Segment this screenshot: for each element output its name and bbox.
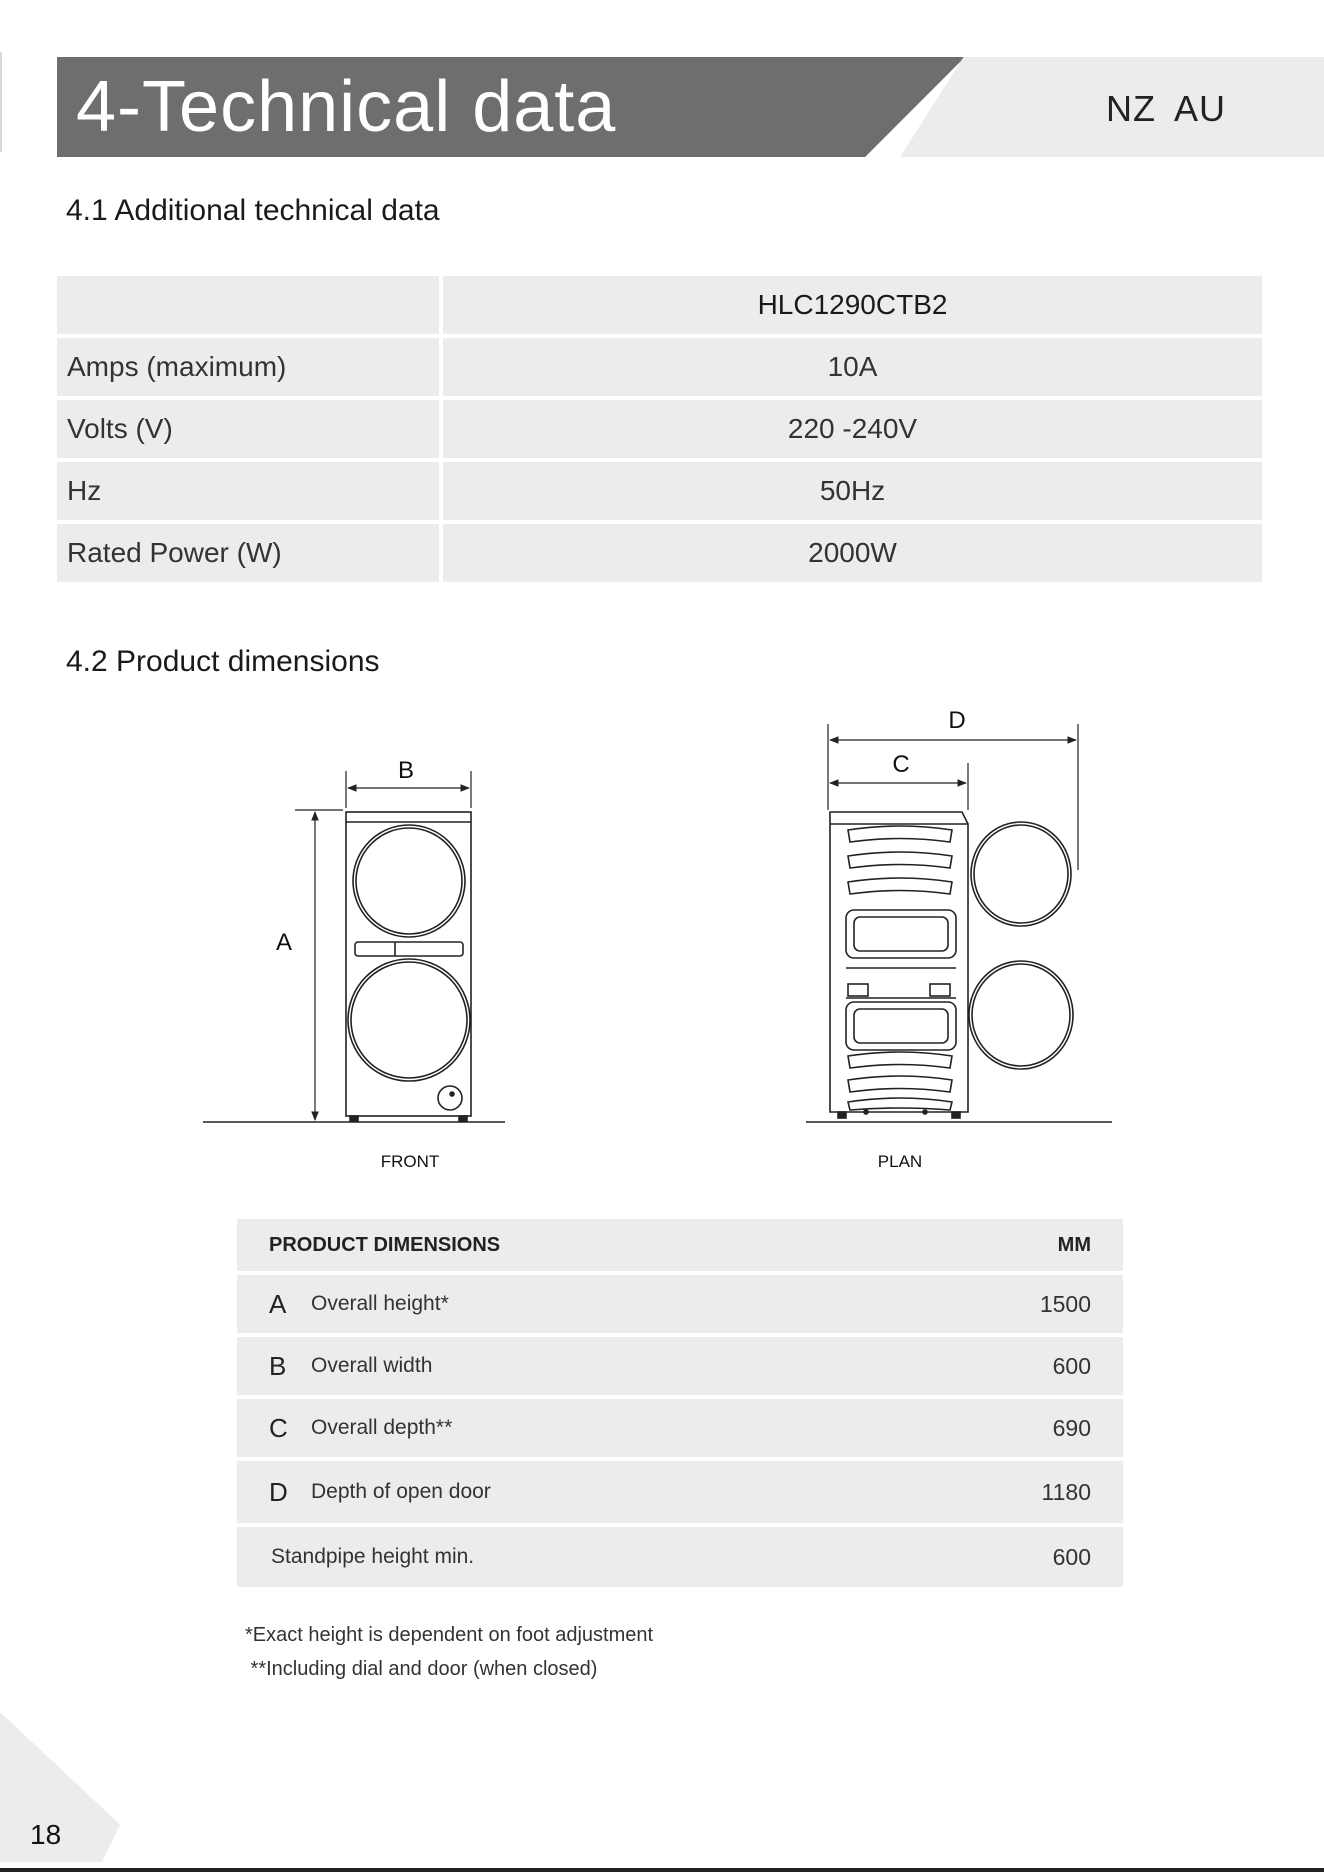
dimension-value: 600 <box>1052 1543 1091 1570</box>
plan-caption: PLAN <box>877 1152 923 1171</box>
table-row <box>57 400 1262 458</box>
footnote-depth: **Including dial and door (when closed) <box>245 1658 598 1680</box>
dimension-label: Standpipe height min. <box>271 1545 475 1568</box>
dimension-letter-c: C <box>892 751 910 778</box>
dimension-label: Depth of open door <box>311 1480 491 1503</box>
section-heading-dimensions: 4.2 Product dimensions <box>66 645 380 678</box>
dimension-label: Overall depth** <box>311 1416 453 1439</box>
dimensions-header-label: PRODUCT DIMENSIONS <box>269 1233 501 1256</box>
table-row <box>237 1275 1123 1333</box>
table-header-empty-cell <box>57 276 439 334</box>
spec-label: Hz <box>57 462 439 520</box>
dimension-letter: C <box>269 1412 288 1443</box>
table-row <box>57 524 1262 582</box>
dimension-letter-d: D <box>948 707 966 734</box>
dimension-value: 1180 <box>1041 1478 1091 1505</box>
dimension-label: Overall height* <box>311 1292 449 1315</box>
dimension-letter-b: B <box>397 757 415 784</box>
front-caption: FRONT <box>380 1152 440 1171</box>
footnote-height: *Exact height is dependent on foot adjustment <box>245 1624 654 1646</box>
spec-value: 220 -240V <box>443 400 1262 458</box>
bottom-rule <box>0 1868 1324 1872</box>
dimension-letter-a: A <box>275 929 293 956</box>
spec-value: 10A <box>443 338 1262 396</box>
spec-label: Rated Power (W) <box>57 524 439 582</box>
dimension-value: 1500 <box>1039 1290 1091 1317</box>
plan-view-drawing <box>806 724 1112 1122</box>
dimensions-header-row <box>237 1219 1123 1271</box>
model-header: HLC1290CTB2 <box>443 276 1262 334</box>
dimension-letter: D <box>269 1476 288 1507</box>
spec-label: Amps (maximum) <box>57 338 439 396</box>
section-heading-additional: 4.1 Additional technical data <box>66 194 440 227</box>
table-header-row <box>57 276 1262 334</box>
page-number: 18 <box>30 1819 62 1850</box>
table-row <box>57 338 1262 396</box>
table-row <box>237 1399 1123 1457</box>
spec-value: 2000W <box>443 524 1262 582</box>
product-dimensions-table <box>237 1219 1123 1591</box>
dimension-label: Overall width <box>311 1354 433 1377</box>
spec-value: 50Hz <box>443 462 1262 520</box>
table-row <box>237 1461 1123 1523</box>
dimension-letter: B <box>269 1350 287 1381</box>
product-dimensions-diagram <box>0 700 1324 1180</box>
table-row <box>57 462 1262 520</box>
table-row <box>237 1527 1123 1587</box>
table-row <box>237 1337 1123 1395</box>
region-au: AU <box>1174 88 1227 129</box>
region-label <box>1106 88 1244 130</box>
technical-data-table <box>57 276 1262 586</box>
region-nz: NZ <box>1106 88 1156 129</box>
front-view-drawing <box>203 771 505 1122</box>
dimension-letter: A <box>269 1288 287 1319</box>
dimension-value: 600 <box>1052 1352 1091 1379</box>
page-title: 4-Technical data <box>76 67 617 147</box>
dimensions-header-unit: MM <box>1057 1233 1091 1256</box>
spec-label: Volts (V) <box>57 400 439 458</box>
left-margin-rule <box>0 52 2 152</box>
dimension-value: 690 <box>1052 1414 1091 1441</box>
